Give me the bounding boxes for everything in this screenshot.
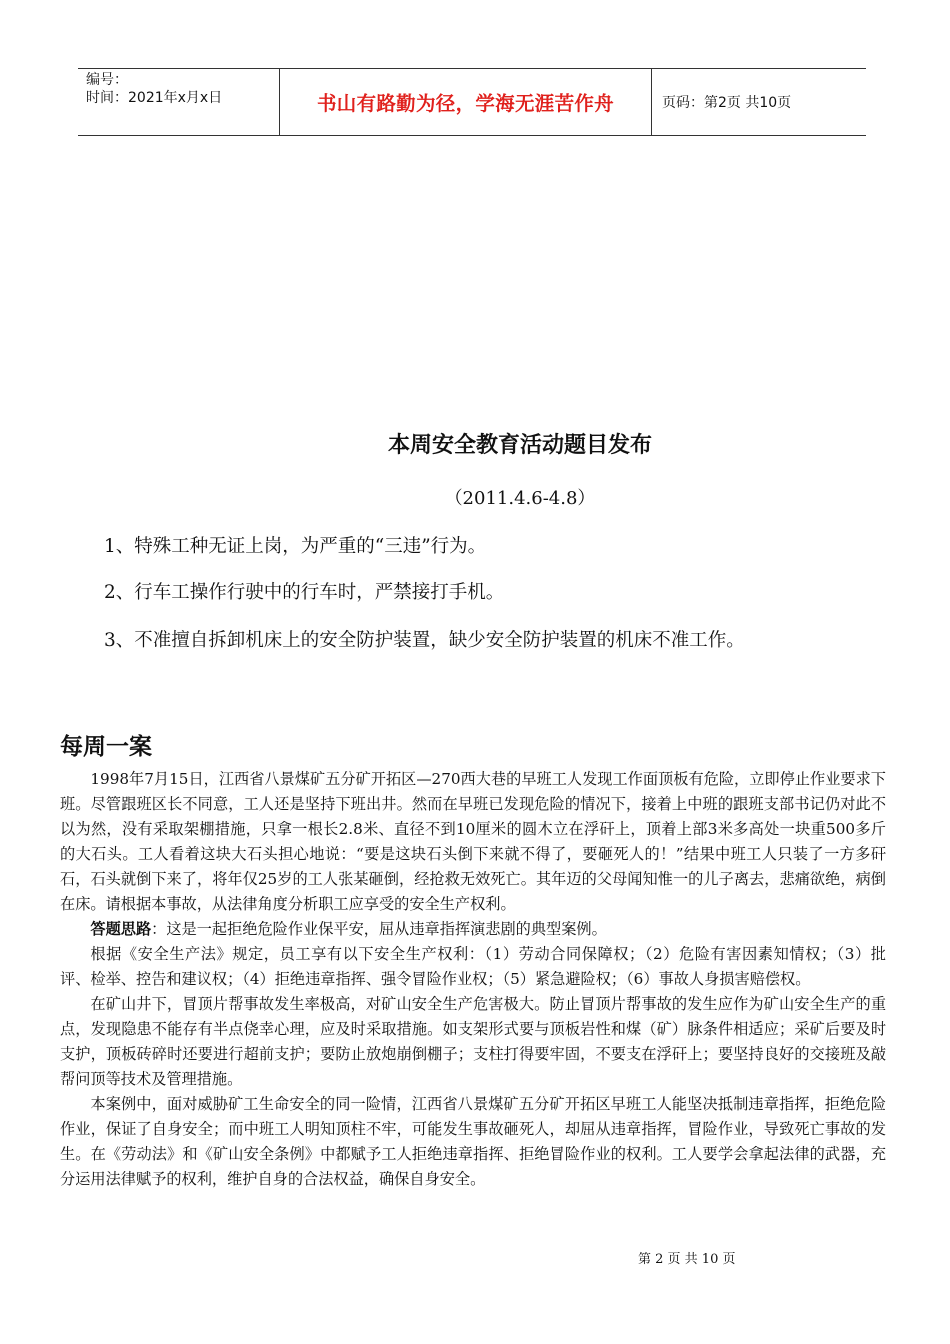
case-paragraph-4: 在矿山井下，冒顶片帮事故发生率极高，对矿山安全生产危害极大。防止冒顶片帮事故的发生应作为矿山安全生产的重点，发现隐患不能存有半点侥幸心理，应及时采取措施。如支架形式要与顶板岩性和煤（矿）脉条件相适应；采矿后要及时支护，顶板砖碎时还要进行超前支护；要防止放炮崩倒棚子；支柱打得要牢固，不要支在浮矸上；要坚持良好的交接班及敲帮问顶等技术及管理措施。	[60, 995, 886, 1088]
number-label: 编号：	[86, 72, 128, 88]
case-paragraph-1: 1998年7月15日，江西省八景煤矿五分矿开拓区—270西大巷的早班工人发现工作面顶板有危险，立即停止作业要求下班。尽管跟班区长不同意，工人还是坚持下班出井。然而在早班已发现危险的情况下，接着上中班的跟班支部书记仍对此不以为然，没有采取架棚措施，只拿一根长2.8米、直径不到10厘米的圆木立在浮矸上，顶着上部3米多高处一块重500多斤的大石头。工人看着这块大石头担心地说：“要是这块石头倒下来就不得了，要砸死人的！”结果中班工人只装了一方多矸石，石头就倒下来了，将年仅25岁的工人张某砸倒，经抢救无效死亡。其年迈的父母闻知惟一的儿子离去，悲痛欲绝，病倒在床。请根据本事故，从法律角度分析职工应享受的安全生产权利。	[60, 770, 886, 913]
header-motto: 书山有路勤为径，学海无涯苦作舟	[280, 69, 652, 135]
topic-item-1: 1、特殊工种无证上岗，为严重的“三违”行为。	[104, 536, 487, 557]
case-paragraph-3: 根据《安全生产法》规定，员工享有以下安全生产权利：（1）劳动合同保障权；（2）危险有害因素知情权；（3）批评、检举、控告和建议权；（4）拒绝违章指挥、强令冒险作业权；（5）紧急避险权；（6）事故人身损害赔偿权。	[60, 945, 886, 988]
time-label: 时间：2021年x月x日	[86, 90, 223, 106]
answer-label: 答题思路	[90, 920, 152, 938]
answer-paragraph	[60, 917, 886, 942]
topic-item-3: 3、不准擅自拆卸机床上的安全防护装置，缺少安全防护装置的机床不准工作。	[104, 630, 745, 651]
case-paragraph-5: 本案例中，面对威胁矿工生命安全的同一险情，江西省八景煤矿五分矿开拓区早班工人能坚决抵制违章指挥，拒绝危险作业，保证了自身安全；而中班工人明知顶柱不牢，可能发生事故砸死人，却屈从违章指挥，冒险作业，导致死亡事故的发生。在《劳动法》和《矿山安全条例》中都赋予工人拒绝违章指挥、拒绝冒险作业的权利。工人要学会拿起法律的武器，充分运用法律赋予的权利，维护自身的合法权益，确保自身安全。	[60, 1095, 886, 1188]
page-title: 本周安全教育活动题目发布	[387, 433, 652, 458]
case-body	[60, 767, 886, 1192]
page-footer: 第 2 页 共 10 页	[638, 1252, 736, 1267]
date-range: （2011.4.6-4.8）	[444, 488, 596, 509]
section-title: 每周一案	[60, 734, 152, 760]
header-page-label: 页码：第2页 共10页	[662, 95, 792, 111]
page-header	[78, 68, 866, 136]
topic-item-2: 2、行车工操作行驶中的行车时，严禁接打手机。	[104, 582, 505, 603]
answer-text: ：这是一起拒绝危险作业保平安，屈从违章指挥演悲剧的典型案例。	[151, 920, 607, 938]
header-info-cell	[78, 69, 280, 135]
